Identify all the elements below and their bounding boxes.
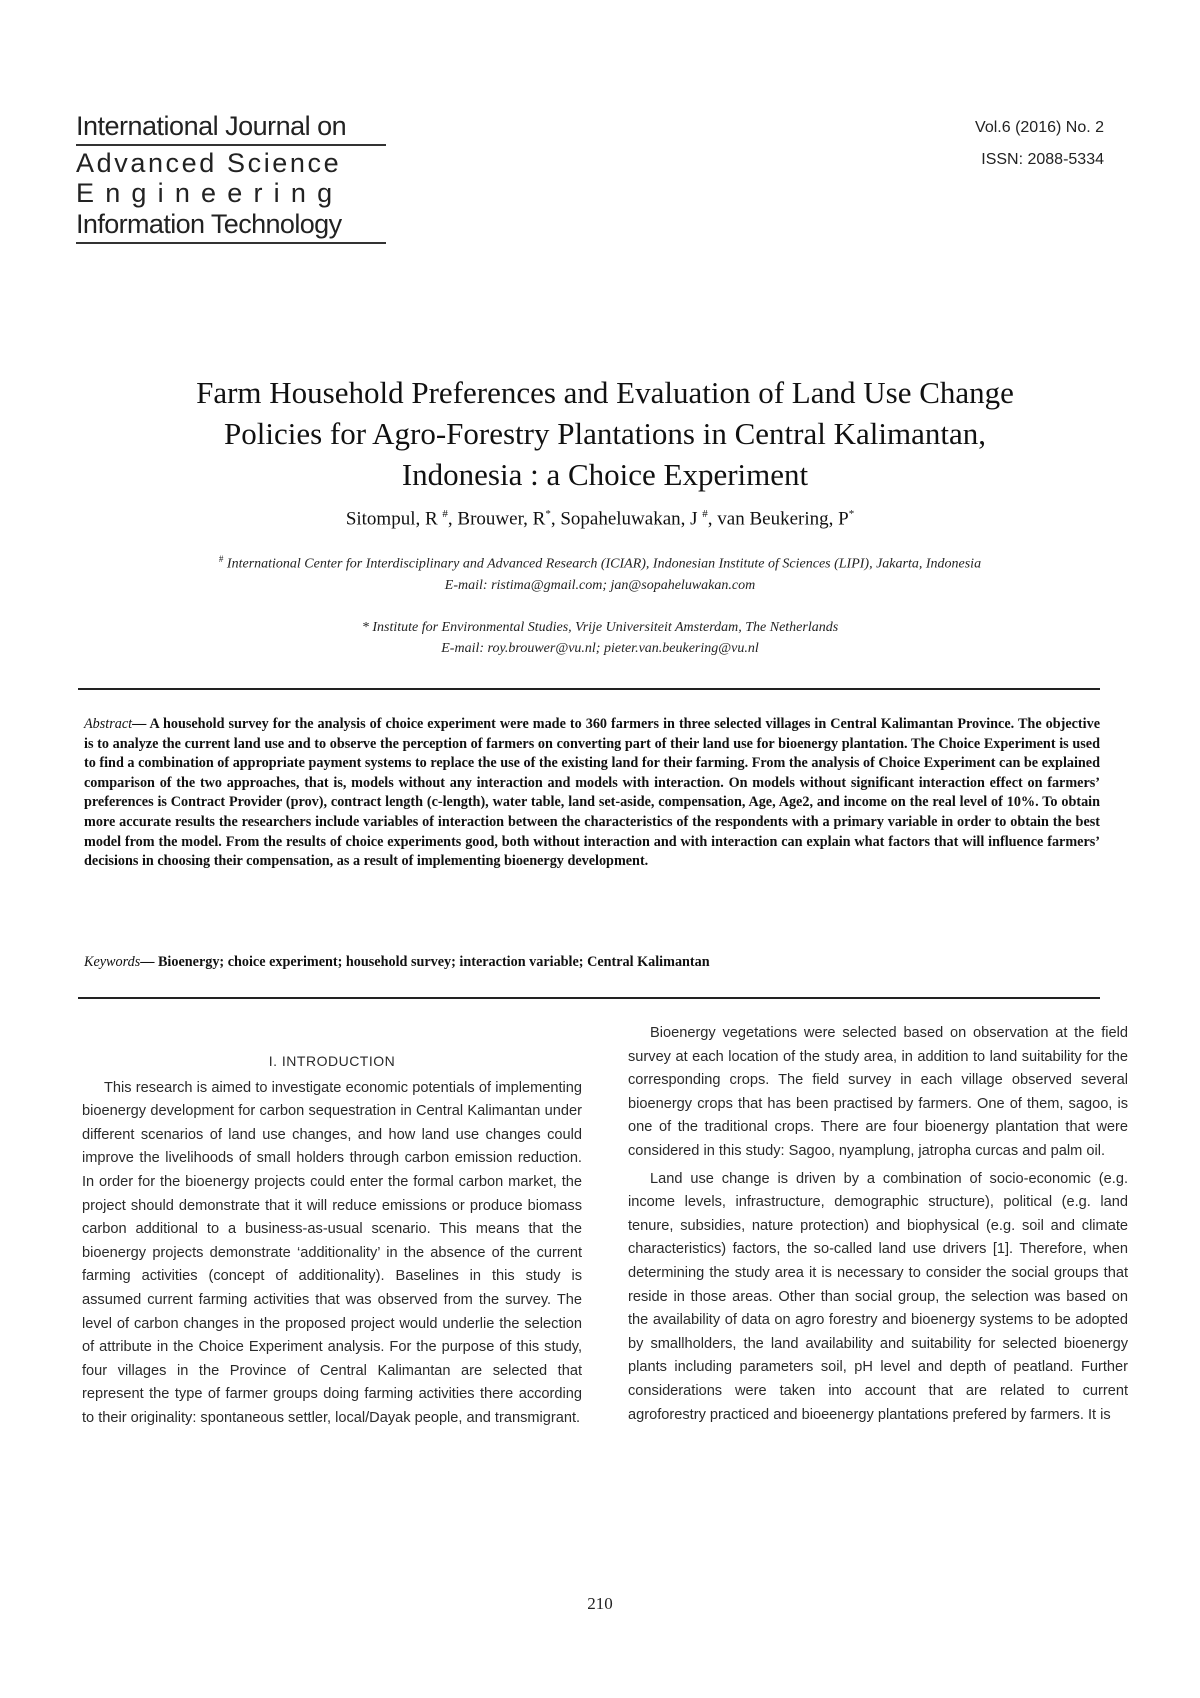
affiliation-2 xyxy=(0,617,1200,659)
abstract-label: Abstract xyxy=(84,716,133,732)
divider-top xyxy=(78,688,1100,690)
page-number: 210 xyxy=(587,1594,613,1613)
affiliation-1 xyxy=(0,549,1200,596)
title-line-3: Indonesia : a Choice Experiment xyxy=(401,457,809,492)
affiliation-email: E-mail: ristima@gmail.com; jan@sopaheluwakan.com xyxy=(444,577,756,593)
keywords xyxy=(84,954,1100,971)
title-line-2: Policies for Agro-Forestry Plantations in Central Kalimantan, xyxy=(224,416,986,451)
right-column xyxy=(628,1022,1128,1427)
affiliation-mark: * xyxy=(361,620,369,635)
abstract xyxy=(84,715,1100,872)
affiliation-institution: International Center for Interdisciplinary and Advanced Research (ICIAR), Indonesian Institute of Sciences (LIPI), Jakarta, Indonesia xyxy=(226,556,982,572)
divider-bottom xyxy=(78,997,1100,999)
keywords-text: — Bioenergy; choice experiment; household survey; interaction variable; Central Kalimantan xyxy=(140,954,710,970)
affiliation-mark: # xyxy=(218,554,224,564)
author-name: van Beukering, P xyxy=(717,508,849,530)
author-mark: # xyxy=(702,508,708,520)
paragraph: This research is aimed to investigate economic potentials of implementing bioenergy development for carbon sequestration in Central Kalimantan under different scenarios of land use changes, and how land use changes could improve the livelihoods of small holders through carbon emission reduction. In order for the bioenergy projects could enter the formal carbon market, the project should demonstrate that it will reduce emissions or produce biomass carbon additional to a business-as-usual scenario. This means that the bioenergy projects demonstrate ‘additionality’ in the absence of the current farming activities (concept of additionality). Baselines in this study is assumed current farming activities that was observed from the survey. The level of carbon changes in the proposed project would underlie the selection of attribute in the Choice Experiment analysis. For the purpose of this study, four villages in the Province of Central Kalimantan are selected that represent the type of farmer groups doing farming activities there according to their originality: spontaneous settler, local/Dayak people, and transmigrant. xyxy=(82,1079,582,1426)
affiliation-institution: Institute for Environmental Studies, Vrije Universiteit Amsterdam, The Netherlands xyxy=(372,620,839,635)
author-list: Sitompul, R #, Brouwer, R*, Sopaheluwakan, J #, van Beukering, P* xyxy=(345,508,855,530)
volume-number: Vol.6 (2016) No. 2 xyxy=(975,119,1104,136)
journal-name-line2: Advanced Science xyxy=(76,148,342,178)
keywords-label: Keywords xyxy=(84,954,141,970)
paper-title xyxy=(60,372,1150,495)
issn: ISSN: 2088-5334 xyxy=(981,151,1104,168)
author-name: Sopaheluwakan, J xyxy=(560,508,698,530)
paragraph: Land use change is driven by a combination of socio-economic (e.g. income levels, infrastructure, demographic structure), political (e.g. land tenure, subsidies, nature protection) and biophysical (e.g. soil and climate characteristics) factors, the so-called land use drivers [1]. Therefore, when determining the study area it is necessary to consider the social groups that reside in those areas. Other than social group, the selection was based on the availability of data on agro forestry and bioenergy systems to be adopted by smallholders, the land availability and suitability for selected bioenergy plants including parameters soil, pH level and depth of peatland. Further considerations were taken into account that are related to current agroforestry practiced and bioeenergy plantations prefered by farmers. It is xyxy=(628,1170,1128,1423)
author-name: Sitompul, R xyxy=(345,508,438,530)
volume-info xyxy=(975,112,1104,176)
abstract-text: — A household survey for the analysis of choice experiment were made to 360 farmers in three selected villages in Central Kalimantan Province. The objective is to analyze the current land use and to observe the perception of farmers on converting part of their land use for bioenergy plantation. The Choice Experiment is used to find a combination of appropriate payment systems to replace the use of the existing land for their farming. From the analysis of Choice Experiment can be explained comparison of the two approaches, that is, models without any interaction and models with interaction. On models without significant interaction effect on farmers’ preferences is Contract Provider (prov), contract length (c-length), water table, land set-aside, compensation, Age, Age2, and income on the real level of 10%. To obtain more accurate results the researchers include variables of interaction between the characteristics of the respondents with a primary variable in order to obtain the best model from the model. From the results of choice experiments good, both without interaction and with interaction can explain what factors that will influence farmers’ decisions in choosing their compensation, as a result of implementing bioenergy development. xyxy=(84,716,1100,870)
paragraph: Bioenergy vegetations were selected based on observation at the field survey at each location of the study area, in addition to land suitability for the corresponding crops. The field survey in each village observed several bioenergy crops that has been practised by farmers. One of them, sagoo, is one of the traditional crops. There are four bioenergy plantation that were considered in this study: Sagoo, nyamplung, jatropha curcas and palm oil. xyxy=(628,1025,1128,1159)
author-mark: * xyxy=(545,508,551,520)
author-mark: # xyxy=(442,508,448,520)
affiliation-email: E-mail: roy.brouwer@vu.nl; pieter.van.beukering@vu.nl xyxy=(441,641,759,656)
journal-logo xyxy=(76,110,386,246)
section-heading-introduction: I. INTRODUCTION xyxy=(268,1053,396,1069)
logo-divider-bottom xyxy=(76,242,386,244)
author-name: Brouwer, R xyxy=(457,508,546,530)
journal-name-line4: Information Technology xyxy=(76,209,342,239)
journal-name-line1: International Journal on xyxy=(76,111,347,141)
journal-name-line3: Engineering xyxy=(76,178,344,208)
logo-divider xyxy=(76,144,386,146)
left-column xyxy=(82,1022,582,1431)
author-mark: * xyxy=(848,508,855,520)
title-line-1: Farm Household Preferences and Evaluation of Land Use Change xyxy=(196,375,1014,410)
